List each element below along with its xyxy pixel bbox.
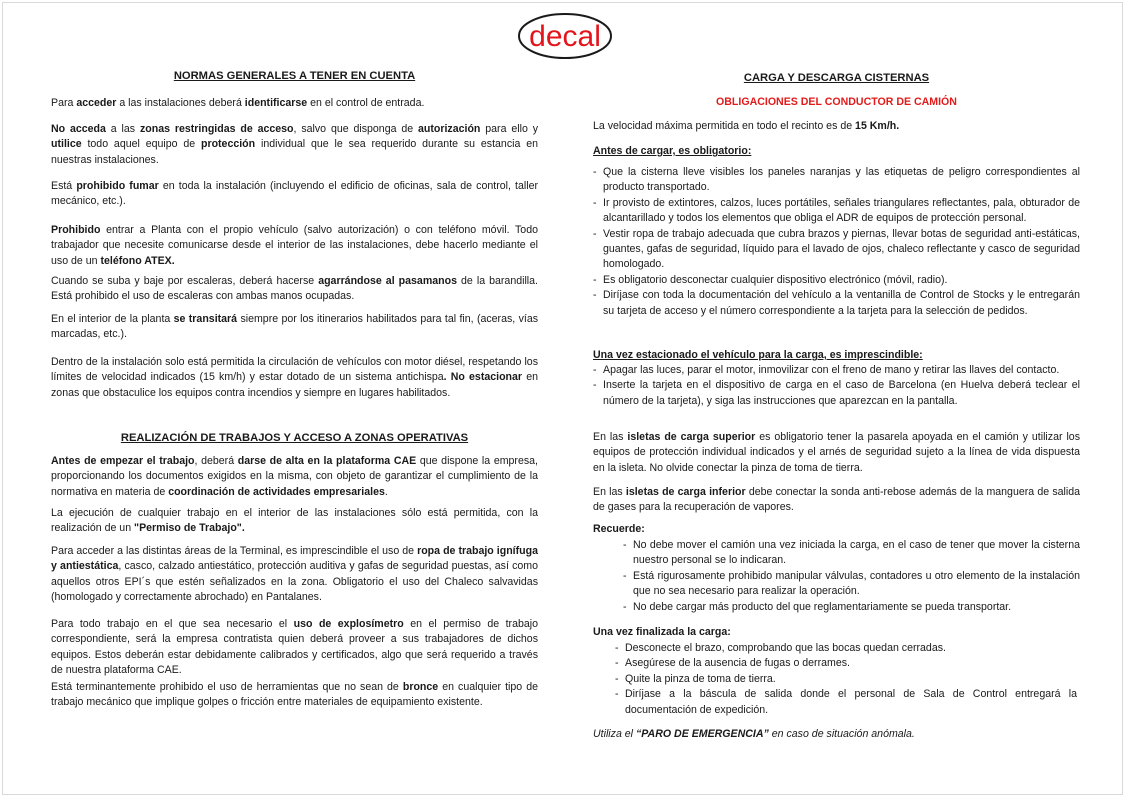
list-item: - Apagar las luces, parar el motor, inmovilizar con el freno de mano y retirar las llaves del contacto. [593,364,1060,376]
decal-logo [517,11,613,61]
para-explosimeter: Para todo trabajo en el que sea necesario el uso de explosímetro en el permiso de trabajo correspondiente, será la empresa contratista quien deberá proveer a sus trabajadores de dichos equipos. Estos deberán estar debidamente calibrados y certificados, algo que será requerido a través de nuestra plataforma CAE. [51,618,538,677]
para-vehicles: Dentro de la instalación solo está permitida la circulación de vehículos con motor diésel, respetando los límites de velocidad indicados (15 km/h) y estar dotado de un sistema antichispa. No estacionar en zonas que obstaculice los equipos contra incendios y siempre en lugares habilitados. [51,356,538,399]
list-item: - Asegúrese de la ausencia de fugas o derrames. [615,657,850,670]
list-item: - Ir provisto de extintores, calzos, luces portátiles, señales triangulares reflectantes, pala, obturador de alcantarillado y todos los elementos que obliga el ADR de equipos de protección personal. [593,196,1080,225]
before-loading-heading: Antes de cargar, es obligatorio: [593,145,752,157]
list-item: - Está rigurosamente prohibido manipular válvulas, contadores u otro elemento de la instalación que no sea necesario para realizar la operación. [623,569,1080,598]
para-walkways: En el interior de la planta se transitará siempre por los itinerarios habilitados para tal fin, (aceras, vías marcadas, etc.). [51,313,539,341]
para-access: Para acceder a las instalaciones deberá identificarse en el control de entrada. [51,97,425,109]
logo-text: decal [529,20,601,53]
list-item: - Inserte la tarjeta en el dispositivo de carga en el caso de Barcelona (en Huelva deberá teclear el número de la tarjeta), y siga las instrucciones que aparezcan en la pantalla. [593,379,1080,407]
general-rules-title: NORMAS GENERALES A TENER EN CUENTA [173,70,416,82]
tanker-title: CARGA Y DESCARGA CISTERNAS [743,72,930,84]
before-loading-list [593,165,1080,319]
list-item: - Es obligatorio desconectar cualquier dispositivo electrónico (móvil, radio). [593,273,948,286]
list-item: - No debe mover el camión una vez iniciada la carga, en el caso de tener que mover la cisterna nuestro personal se lo indicaran. [623,539,1080,567]
para-restricted: No acceda a las zonas restringidas de acceso, salvo que disponga de autorización para ello y utilice todo aquel equipo de protección individual que le sea requerido durante su estancia en nuestras instalaciones. [51,123,538,166]
para-speed-limit: La velocidad máxima permitida en todo el recinto es de 15 Km/h. [593,120,900,132]
finished-heading: Una vez finalizada la carga: [593,626,731,638]
driver-obligations-subtitle: OBLIGACIONES DEL CONDUCTOR DE CAMIÓN [716,96,957,108]
para-upper-islands: En las isletas de carga superior es obligatorio tener la pasarela apoyada en el camión y utilizar los equipos de protección individual indicados y el arnés de seguridad sujeto a la línea de vida dispuesta en la isleta. No olvide conectar la pinza de toma de tierra. [593,431,1080,474]
para-ppe: Para acceder a las distintas áreas de la Terminal, es imprescindible el uso de ropa de trabajo ignífuga y antiestática, casco, calzado antiestático, protección auditiva y gafas de seguridad puestas, así como aquellos otros EPI´s que estén señalizados en la zona. Obligatorio el uso del Chaleco salvavidas (homologado y correctamente abrochado) en Pantalanes. [51,545,538,604]
para-stairs: Cuando se suba y baje por escaleras, deberá hacerse agarrándose al pasamanos de la barandilla. Está prohibido el uso de escaleras con ambas manos ocupadas. [51,275,538,303]
list-item: - Desconecte el brazo, comprobando que las bocas quedan cerradas. [615,642,946,654]
para-cae: Antes de empezar el trabajo, deberá darse de alta en la plataforma CAE que dispone la empresa, proporcionando los documentos exigidos en la misma, con objeto de garantizar el cumplimiento de la normativa en materia de coordinación de actividades empresariales. [51,455,538,498]
list-item: - Diríjase con toda la documentación del vehículo a la ventanilla de Control de Stocks y le entregarán su tarjeta de acceso y el número correspondiente a la tarjeta para la selección de pedidos. [593,289,1080,317]
list-item: - Quite la pinza de toma de tierra. [615,672,776,685]
emergency-footer: Utiliza el “PARO DE EMERGENCIA” en caso de situación anómala. [593,728,915,740]
para-vehicle-phone: Prohibido entrar a Planta con el propio vehículo (salvo autorización) o con teléfono móvil. Todo trabajador que necesite comunicarse desde el interior de las instalaciones, debe hacerlo mediante el uso de un teléfono ATEX. [51,224,538,267]
parked-list [593,363,1080,409]
para-work-permit: La ejecución de cualquier trabajo en el interior de las instalaciones sólo está permitida, con la realización de un "Permiso de Trabajo". [51,507,538,535]
list-item: - Vestir ropa de trabajo adecuada que cubra brazos y piernas, llevar botas de seguridad anti-estáticas, guantes, gafas de seguridad, líquido para el lavado de ojos, chaleco reflectante y casco de seguridad homologado. [593,227,1080,271]
para-smoking: Está prohibido fumar en toda la instalación (incluyendo el edificio de oficinas, sala de control, taller mecánico, etc.). [51,180,538,208]
works-access-title: REALIZACIÓN DE TRABAJOS Y ACCESO A ZONAS OPERATIVAS [120,432,469,444]
para-lower-islands: En las isletas de carga inferior debe conectar la sonda anti-rebose además de la manguera de salida de gases para la recuperación de vapores. [593,486,1081,514]
parked-heading: Una vez estacionado el vehículo para la carga, es imprescindible: [593,349,923,361]
list-item: - No debe cargar más producto del que reglamentariamente se pueda transportar. [623,600,1012,613]
document-page [2,2,1123,795]
list-item: - Que la cisterna lleve visibles los paneles naranjas y las etiquetas de peligro correspondientes al producto transportado. [593,166,1080,194]
remember-heading: Recuerde: [593,523,645,535]
para-tools: Está terminantemente prohibido el uso de herramientas que no sean de bronce en cualquier tipo de trabajo mecánico que implique golpes o fricción entre materiales de equipamiento existente. [51,681,538,709]
remember-list [623,538,1080,615]
list-item: - Diríjase a la báscula de salida donde el personal de Sala de Control entregará la documentación de expedición. [615,688,1077,716]
finished-list [615,641,1077,718]
